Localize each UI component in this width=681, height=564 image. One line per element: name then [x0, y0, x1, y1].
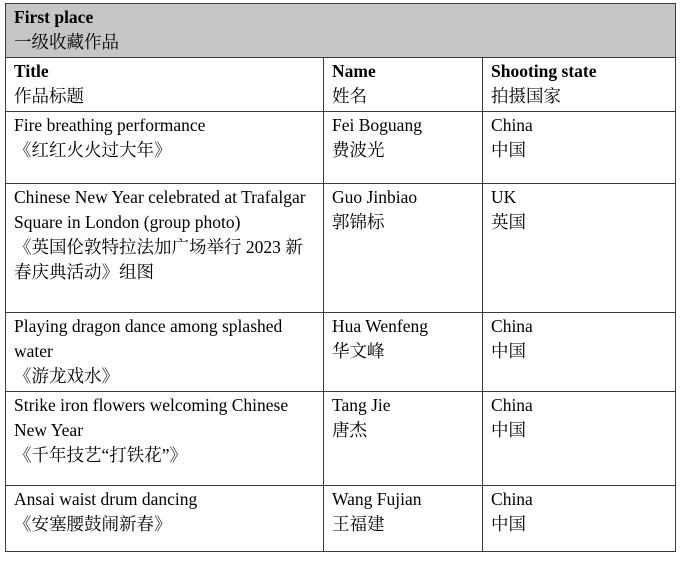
table-row — [6, 112, 676, 184]
title-zh: 《红红火火过大年》 — [14, 140, 172, 160]
title-zh: 《英国伦敦特拉法加广场举行 2023 新春庆典活动》组图 — [14, 237, 303, 282]
table-row — [6, 184, 676, 313]
column-header-zh: 作品标题 — [14, 86, 84, 106]
section-title-en: First place — [14, 7, 94, 27]
name-cell — [324, 112, 483, 184]
name-zh: 唐杰 — [332, 420, 368, 440]
section-caption-row — [6, 4, 676, 58]
column-header-zh: 拍摄国家 — [491, 86, 562, 106]
table-row — [6, 392, 676, 486]
state-cell — [483, 392, 676, 486]
column-header-en: Name — [332, 61, 376, 81]
table-row — [6, 486, 676, 552]
column-header-en: Shooting state — [491, 61, 597, 81]
title-en: Playing dragon dance among splashed water — [14, 316, 283, 361]
name-cell — [324, 313, 483, 392]
title-cell — [6, 313, 324, 392]
title-zh: 《游龙戏水》 — [14, 366, 119, 386]
name-zh: 郭锦标 — [332, 212, 385, 232]
state-zh: 中国 — [491, 420, 527, 440]
title-en: Chinese New Year celebrated at Trafalgar Square in London (group photo) — [14, 187, 306, 232]
award-table — [5, 3, 676, 552]
name-en: Hua Wenfeng — [332, 316, 428, 336]
column-header-title — [6, 58, 324, 112]
column-header-state — [483, 58, 676, 112]
title-en: Strike iron flowers welcoming Chinese New Year — [14, 395, 289, 440]
state-cell — [483, 486, 676, 552]
name-en: Guo Jinbiao — [332, 187, 418, 207]
name-cell — [324, 184, 483, 313]
state-zh: 英国 — [491, 212, 527, 232]
title-zh: 《安塞腰鼓闹新春》 — [14, 514, 172, 534]
state-en: China — [491, 395, 533, 415]
title-en: Ansai waist drum dancing — [14, 489, 198, 509]
column-header-en: Title — [14, 61, 49, 81]
state-cell — [483, 112, 676, 184]
state-en: China — [491, 316, 533, 336]
section-caption — [6, 4, 676, 58]
name-zh: 华文峰 — [332, 341, 385, 361]
state-en: UK — [491, 187, 517, 207]
state-zh: 中国 — [491, 341, 527, 361]
column-header-zh: 姓名 — [332, 86, 368, 106]
name-zh: 王福建 — [332, 514, 385, 534]
state-en: China — [491, 115, 533, 135]
state-en: China — [491, 489, 533, 509]
table-row — [6, 313, 676, 392]
name-cell — [324, 486, 483, 552]
title-en: Fire breathing performance — [14, 115, 206, 135]
state-zh: 中国 — [491, 140, 527, 160]
state-cell — [483, 184, 676, 313]
title-cell — [6, 486, 324, 552]
name-cell — [324, 392, 483, 486]
state-zh: 中国 — [491, 514, 527, 534]
name-zh: 费波光 — [332, 140, 385, 160]
name-en: Tang Jie — [332, 395, 391, 415]
title-cell — [6, 184, 324, 313]
column-header-name — [324, 58, 483, 112]
title-zh: 《千年技艺“打铁花”》 — [14, 445, 188, 465]
title-cell — [6, 112, 324, 184]
header-row — [6, 58, 676, 112]
title-cell — [6, 392, 324, 486]
state-cell — [483, 313, 676, 392]
name-en: Fei Boguang — [332, 115, 422, 135]
name-en: Wang Fujian — [332, 489, 422, 509]
section-title-zh: 一级收藏作品 — [14, 32, 119, 52]
